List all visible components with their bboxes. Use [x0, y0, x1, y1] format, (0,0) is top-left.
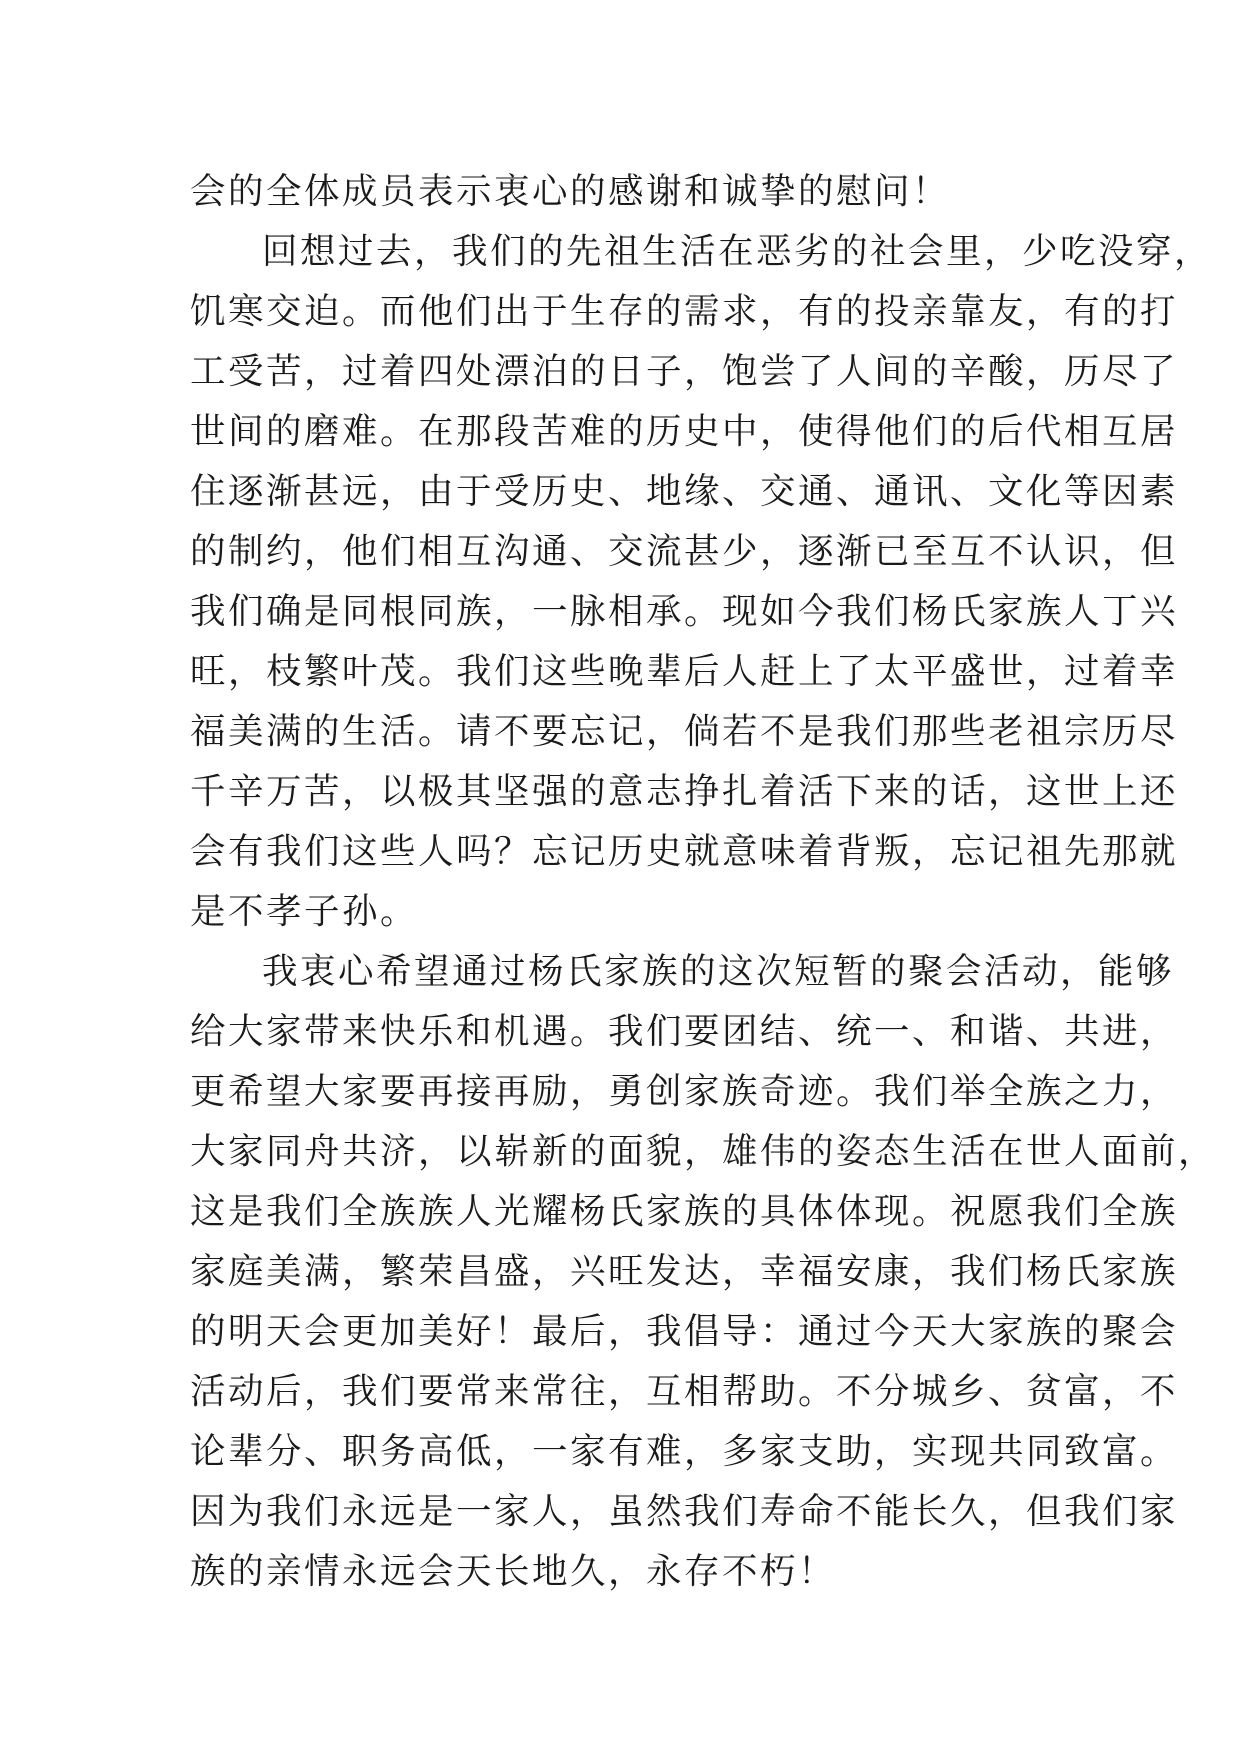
text-line: 会有我们这些人吗？忘记历史就意味着背叛，忘记祖先那就 [190, 831, 1179, 872]
text-line: 工受苦，过着四处漂泊的日子，饱尝了人间的辛酸，历尽了 [190, 351, 1179, 392]
text-line: 族的亲情永远会天长地久，永存不朽！ [190, 1551, 837, 1592]
body-text [190, 162, 1217, 1602]
text-line: 论辈分、职务高低，一家有难，多家支助，实现共同致富。 [190, 1431, 1179, 1472]
text-line: 的明天会更加美好！最后，我倡导：通过今天大家族的聚会 [190, 1311, 1179, 1352]
text-line: 饥寒交迫。而他们出于生存的需求，有的投亲靠友，有的打 [190, 291, 1179, 332]
text-line: 千辛万苦，以极其坚强的意志挣扎着活下来的话，这世上还 [190, 771, 1179, 812]
text-line: 的制约，他们相互沟通、交流甚少，逐渐已至互不认识，但 [190, 531, 1179, 572]
text-line: 旺，枝繁叶茂。我们这些晚辈后人赶上了太平盛世，过着幸 [190, 651, 1179, 692]
text-line: 更希望大家要再接再励，勇创家族奇迹。我们举全族之力， [190, 1071, 1179, 1112]
text-line: 给大家带来快乐和机遇。我们要团结、统一、和谐、共进， [190, 1011, 1179, 1052]
text-line: 世间的磨难。在那段苦难的历史中，使得他们的后代相互居 [190, 411, 1179, 452]
text-line: 这是我们全族族人光耀杨氏家族的具体体现。祝愿我们全族 [190, 1191, 1179, 1232]
text-line: 因为我们永远是一家人，虽然我们寿命不能长久，但我们家 [190, 1491, 1179, 1532]
text-line: 活动后，我们要常来常往，互相帮助。不分城乡、贫富，不 [190, 1371, 1179, 1412]
text-line: 会的全体成员表示衷心的感谢和诚挚的慰问！ [190, 171, 951, 212]
text-line: 家庭美满，繁荣昌盛，兴旺发达，幸福安康，我们杨氏家族 [190, 1251, 1179, 1292]
text-line: 住逐渐甚远，由于受历史、地缘、交通、通讯、文化等因素 [190, 471, 1179, 512]
paragraph-start-line: 我衷心希望通过杨氏家族的这次短暂的聚会活动，能够 [262, 951, 1175, 992]
paragraph-start-line: 回想过去，我们的先祖生活在恶劣的社会里，少吃没穿， [262, 231, 1213, 272]
text-line: 福美满的生活。请不要忘记，倘若不是我们那些老祖宗历尽 [190, 711, 1179, 752]
text-line: 我们确是同根同族，一脉相承。现如今我们杨氏家族人丁兴 [190, 591, 1179, 632]
text-line: 大家同舟共济，以崭新的面貌，雄伟的姿态生活在世人面前， [190, 1131, 1217, 1172]
text-line: 是不孝子孙。 [190, 891, 419, 932]
